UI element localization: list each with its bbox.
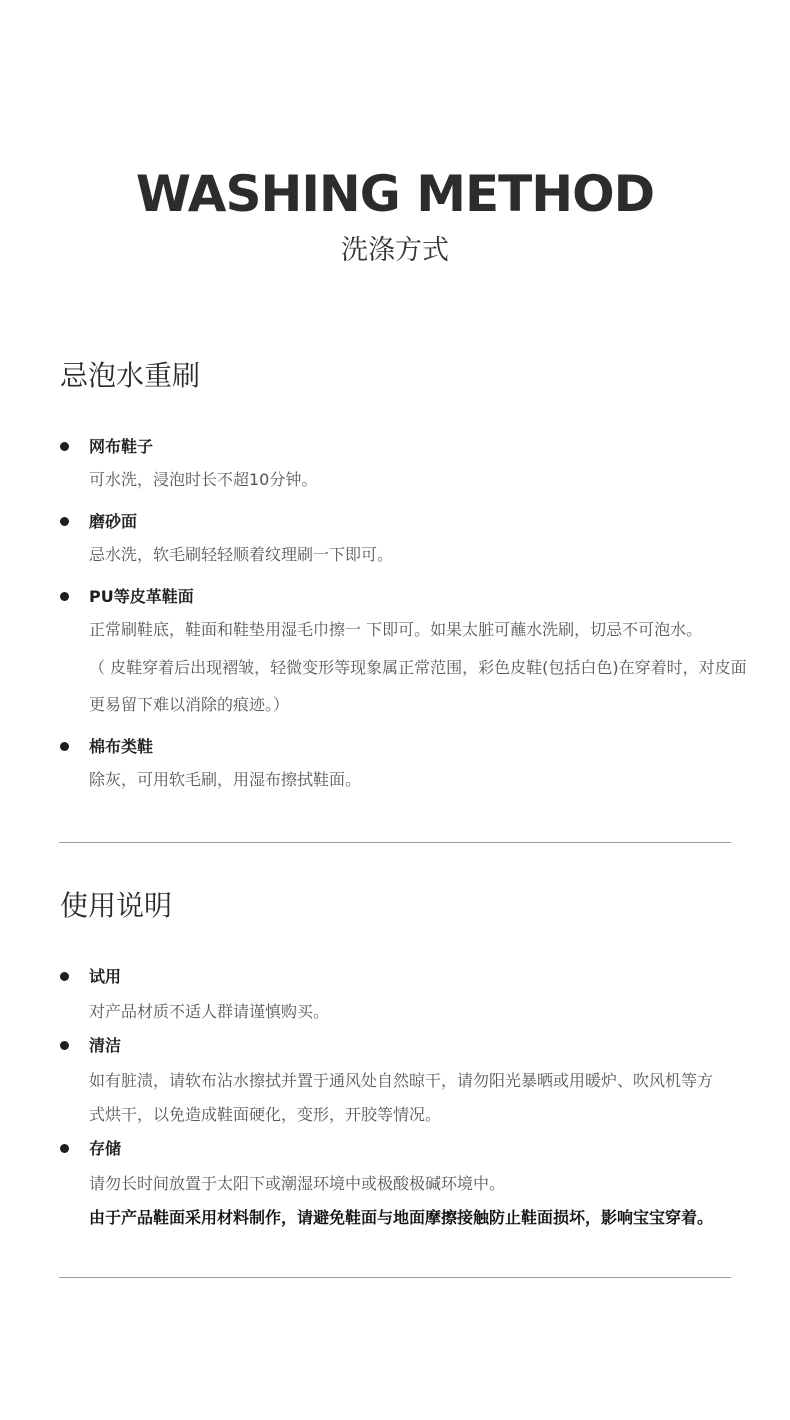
page-title-english: WASHING METHOD: [135, 165, 655, 223]
item-description: 请勿长时间放置于太阳下或潮湿环境中或极酸极碱环境中。: [89, 1174, 506, 1193]
item-title: 清洁: [89, 1036, 122, 1055]
list-item: [60, 433, 750, 499]
item-title: PU等皮革鞋面: [89, 587, 194, 606]
item-description: 更易留下难以消除的痕迹。）: [89, 695, 290, 714]
list-item: [60, 1032, 750, 1128]
item-description: （ 皮鞋穿着后出现褶皱，轻微变形等现象属正常范围，彩色皮鞋(包括白色)在穿着时，对皮面: [89, 657, 747, 677]
page-title-chinese: 洗涤方式: [341, 235, 449, 266]
item-description: 正常刷鞋底，鞋面和鞋垫用湿毛巾擦一 下即可。如果太脏可蘸水洗刷，切忌不可泡水。: [89, 620, 703, 639]
bullet-icon: [60, 972, 69, 981]
item-title: 磨砂面: [89, 512, 138, 531]
bullet-icon: [60, 1144, 69, 1153]
item-title: 试用: [89, 967, 122, 986]
list-item: [60, 963, 750, 1033]
warning-note: 由于产品鞋面采用材料制作，请避免鞋面与地面摩擦接触防止鞋面损坏，影响宝宝穿着。: [89, 1208, 714, 1227]
divider: [59, 842, 731, 843]
bullet-icon: [60, 592, 69, 601]
list-item: [60, 733, 750, 799]
item-title: 棉布类鞋: [89, 737, 154, 756]
bullet-icon: [60, 442, 69, 451]
list-item: [60, 508, 750, 574]
item-description: 对产品材质不适人群请谨慎购买。: [89, 1002, 330, 1021]
section-avoid-soaking: [60, 356, 750, 396]
section-heading: 忌泡水重刷: [60, 359, 201, 392]
section-usage-instructions: [60, 886, 750, 926]
item-description: 可水洗，浸泡时长不超10分钟。: [89, 470, 318, 489]
item-description: 忌水洗，软毛刷轻轻顺着纹理刷一下即可。: [89, 545, 394, 564]
bullet-icon: [60, 517, 69, 526]
item-title: 网布鞋子: [89, 437, 154, 456]
item-description: 式烘干，以免造成鞋面硬化，变形，开胶等情况。: [89, 1105, 442, 1124]
list-item: [60, 1135, 750, 1231]
bullet-icon: [60, 742, 69, 751]
divider: [59, 1277, 731, 1278]
bullet-icon: [60, 1041, 69, 1050]
list-item: [60, 583, 750, 724]
section-heading: 使用说明: [60, 889, 173, 922]
item-description: 除灰，可用软毛刷，用湿布擦拭鞋面。: [89, 770, 362, 789]
item-description: 如有脏渍，请软布沾水擦拭并置于通风处自然晾干，请勿阳光暴晒或用暖炉、吹风机等方: [89, 1071, 714, 1090]
item-title: 存储: [89, 1139, 122, 1158]
